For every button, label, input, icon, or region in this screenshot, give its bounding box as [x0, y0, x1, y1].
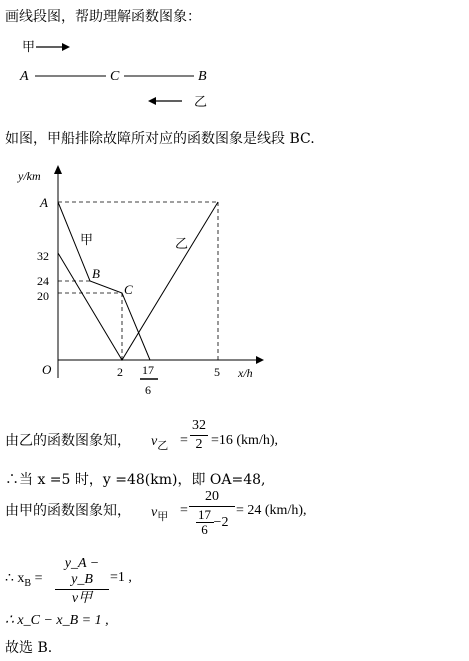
segment-point-A: A — [20, 69, 29, 84]
y-axis-arrow — [54, 165, 62, 174]
frac4-den: v甲 — [71, 591, 93, 606]
segment-jia-label: 甲 — [22, 39, 36, 54]
equals-1: = — [180, 433, 188, 448]
frac-num: 32 — [192, 418, 206, 433]
fraction-ya-yb — [55, 556, 109, 607]
point-C-label: C — [124, 282, 133, 297]
frac3-bar — [189, 506, 235, 507]
y-tick-24: 24 — [37, 274, 49, 288]
origin-label: O — [42, 362, 52, 377]
v-jia-sub: 甲 — [157, 510, 169, 523]
x-tick-5: 5 — [214, 365, 220, 379]
frac3-den — [189, 508, 235, 537]
v-yi-sub: 乙 — [157, 439, 169, 452]
x-tick-17-6-num: 17 — [142, 363, 154, 377]
frac4-num: y_A − y_B — [64, 556, 100, 587]
frac-den: 2 — [195, 437, 203, 452]
frac3-num: 20 — [205, 489, 219, 504]
solution-line5: ∴ x_C − x_B = 1 , — [5, 613, 109, 628]
y-tick-20: 20 — [37, 289, 49, 303]
xb-sub: B — [24, 577, 32, 589]
v-yi-symbol — [151, 434, 168, 453]
jia-curve-label: 甲 — [80, 232, 94, 247]
solution-line6: 故选 B. — [5, 640, 53, 656]
point-A-label: A — [40, 195, 48, 210]
inner-den: 6 — [201, 522, 208, 537]
inner-num: 17 — [198, 507, 212, 522]
v-jia-symbol — [151, 505, 168, 524]
frac-bar — [190, 435, 208, 436]
x-tick-2: 2 — [117, 365, 123, 379]
yi-arrow-head — [148, 97, 156, 105]
v-symbol: v — [151, 505, 158, 520]
y-axis-label: y/km — [18, 169, 41, 183]
x-axis-label: x/h — [238, 366, 253, 380]
segment-point-C: C — [110, 69, 120, 84]
solution-line2: ∴当 x =5 时，y =48(km)，即 OA=48, — [5, 472, 266, 488]
jia-arrow-head — [62, 43, 70, 51]
fraction-20-over — [189, 489, 235, 537]
x-tick-17-6-den: 6 — [145, 383, 151, 397]
segment-point-B: B — [198, 69, 207, 84]
solution-line1-prefix: 由乙的函数图象知， — [5, 433, 131, 449]
solution-line4-result: =1 , — [110, 570, 132, 585]
x-axis-arrow — [256, 356, 264, 364]
fraction-32-2 — [190, 418, 208, 453]
v-symbol: v — [151, 434, 158, 449]
segment-yi-label: 乙 — [194, 94, 208, 109]
solution-line1-result: =16 (km/h), — [211, 433, 278, 448]
point-B-label: B — [92, 266, 100, 281]
frac4-bar — [55, 589, 109, 590]
inner-fraction — [196, 508, 214, 537]
solution-line3-result: = 24 (km/h), — [236, 503, 307, 518]
yi-curve-label: 乙 — [175, 236, 189, 251]
intro-sentence: 如图，甲船排除故障所对应的函数图象是线段 BC. — [5, 131, 315, 147]
minus-2: −2 — [213, 514, 229, 530]
equals-3: = — [180, 503, 188, 518]
function-graph — [0, 160, 280, 410]
segment-diagram — [0, 30, 260, 118]
y-tick-32: 32 — [37, 249, 49, 263]
heading: 画线段图，帮助理解函数图象： — [5, 9, 201, 25]
solution-line3-prefix: 由甲的函数图象知， — [5, 503, 131, 519]
therefore-xb: ∴ x — [5, 571, 25, 586]
solution-line4-prefix: ∴ $x_B$ = — [5, 571, 43, 589]
